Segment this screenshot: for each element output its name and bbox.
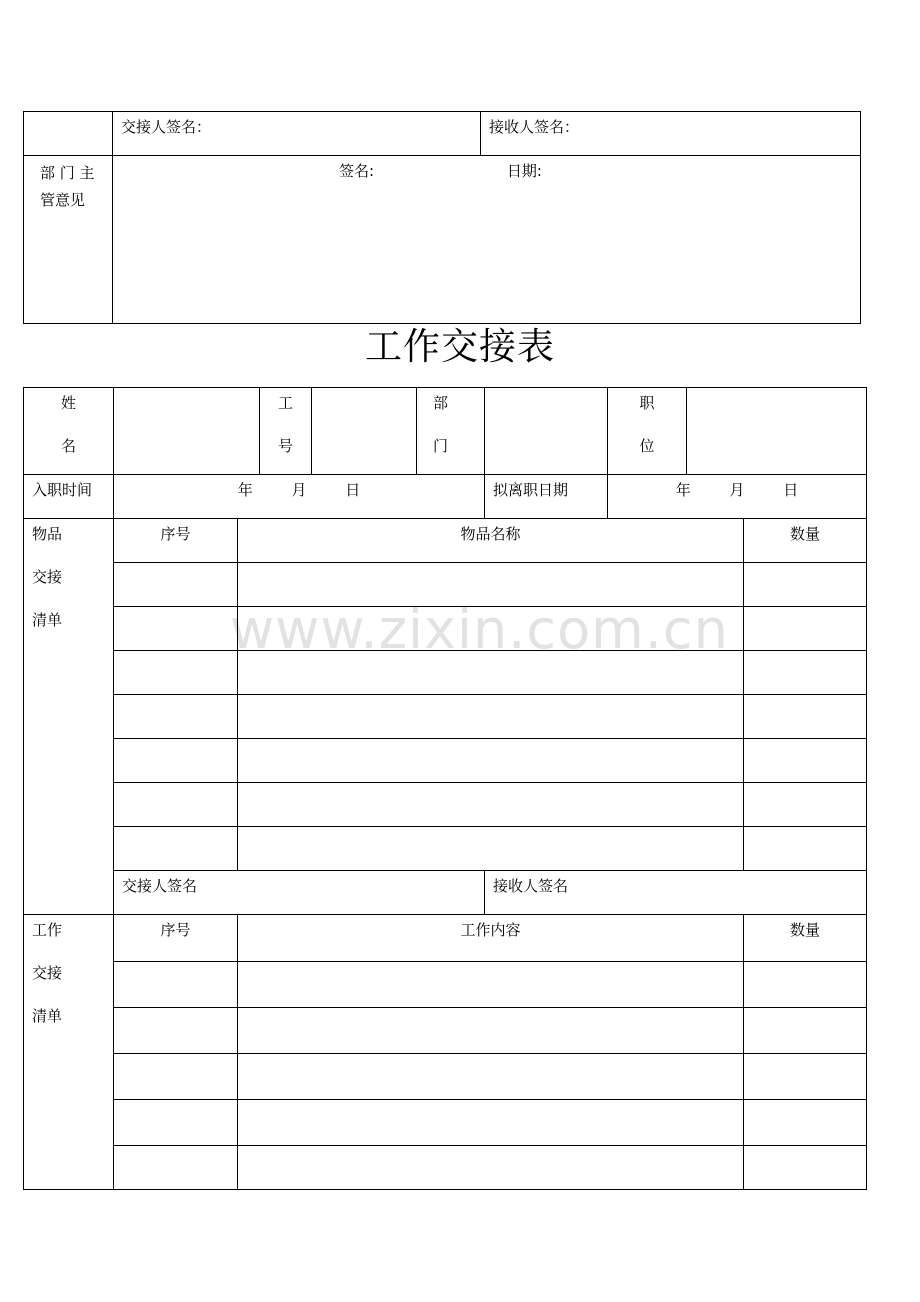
item-seq-cell[interactable]: [114, 607, 238, 651]
work-row: [24, 1054, 867, 1100]
items-handover-sign[interactable]: 交接人签名: [114, 871, 485, 915]
work-seq-cell[interactable]: [114, 1008, 238, 1054]
position-field[interactable]: [687, 388, 867, 475]
position-label-char2: 位: [639, 437, 655, 455]
dept-label-char1: 部: [433, 394, 449, 412]
items-row: [24, 563, 867, 607]
employee-id-field[interactable]: [312, 388, 417, 475]
leave-date-field[interactable]: [608, 475, 867, 519]
item-qty-cell[interactable]: [744, 739, 867, 783]
work-qty-cell[interactable]: [744, 1008, 867, 1054]
name-label-char1: 姓: [60, 394, 76, 412]
name-label: [24, 388, 114, 475]
items-col-seq: 序号: [114, 519, 238, 563]
item-seq-cell[interactable]: [114, 651, 238, 695]
work-label-line2: 交接: [32, 964, 63, 982]
work-content-cell[interactable]: [238, 1100, 744, 1146]
hire-year-label: 年: [237, 481, 253, 499]
dept-field[interactable]: [485, 388, 608, 475]
opinion-date-label: 日期:: [506, 162, 542, 180]
position-label-char1: 职: [639, 394, 655, 412]
item-name-cell[interactable]: [238, 651, 744, 695]
item-name-cell[interactable]: [238, 739, 744, 783]
work-label-line1: 工作: [32, 921, 63, 939]
work-col-content: 工作内容: [238, 915, 744, 962]
items-col-qty: 数量: [744, 519, 867, 563]
dept-label: [417, 388, 485, 475]
items-label-line3: 清单: [32, 611, 63, 629]
item-name-cell[interactable]: [238, 563, 744, 607]
items-row: [24, 607, 867, 651]
work-row: [24, 1146, 867, 1190]
work-row: [24, 1008, 867, 1054]
work-qty-cell[interactable]: [744, 1100, 867, 1146]
work-col-seq: 序号: [114, 915, 238, 962]
item-seq-cell[interactable]: [114, 783, 238, 827]
work-seq-cell[interactable]: [114, 1054, 238, 1100]
item-seq-cell[interactable]: [114, 563, 238, 607]
name-label-char2: 名: [60, 437, 76, 455]
items-label-line2: 交接: [32, 568, 63, 586]
page-title: 工作交接表: [365, 325, 555, 368]
hire-day-label: 日: [345, 481, 361, 499]
item-seq-cell[interactable]: [114, 695, 238, 739]
blank-cell: [24, 112, 113, 156]
items-section-label: [24, 519, 114, 915]
opinion-sign-label: 签名:: [339, 162, 375, 180]
receiver-sign-field[interactable]: [481, 112, 861, 156]
handover-form-table: [23, 387, 867, 1190]
hire-month-label: 月: [291, 481, 307, 499]
items-row: [24, 651, 867, 695]
items-receiver-sign[interactable]: 接收人签名: [485, 871, 867, 915]
work-label-line3: 清单: [32, 1007, 63, 1025]
item-seq-cell[interactable]: [114, 739, 238, 783]
work-seq-cell[interactable]: [114, 962, 238, 1008]
items-row: [24, 783, 867, 827]
leave-year-label: 年: [675, 481, 691, 499]
work-qty-cell[interactable]: [744, 1146, 867, 1190]
work-qty-cell[interactable]: [744, 1054, 867, 1100]
items-row: [24, 739, 867, 783]
hire-date-field[interactable]: [114, 475, 485, 519]
work-content-cell[interactable]: [238, 962, 744, 1008]
employee-id-label: [260, 388, 312, 475]
dept-opinion-label-cell: [24, 156, 113, 324]
watermark: www.zixin.com.cn: [230, 598, 729, 661]
item-name-cell[interactable]: [238, 783, 744, 827]
leave-day-label: 日: [783, 481, 799, 499]
items-label-line1: 物品: [32, 525, 63, 543]
work-row: [24, 962, 867, 1008]
work-qty-cell[interactable]: [744, 962, 867, 1008]
work-section-label: [24, 915, 114, 1190]
item-qty-cell[interactable]: [744, 563, 867, 607]
item-qty-cell[interactable]: [744, 695, 867, 739]
item-qty-cell[interactable]: [744, 827, 867, 871]
item-qty-cell[interactable]: [744, 783, 867, 827]
work-seq-cell[interactable]: [114, 1146, 238, 1190]
dept-opinion-line1: 部 门 主: [40, 164, 95, 182]
work-seq-cell[interactable]: [114, 1100, 238, 1146]
position-label: [608, 388, 687, 475]
item-name-cell[interactable]: [238, 827, 744, 871]
top-signature-table: [23, 111, 861, 324]
hire-date-label: 入职时间: [24, 475, 114, 519]
id-label-char2: 号: [277, 437, 293, 455]
item-name-cell[interactable]: [238, 695, 744, 739]
item-qty-cell[interactable]: [744, 607, 867, 651]
item-qty-cell[interactable]: [744, 651, 867, 695]
work-col-qty: 数量: [744, 915, 867, 962]
leave-month-label: 月: [729, 481, 745, 499]
items-row: [24, 827, 867, 871]
work-row: [24, 1100, 867, 1146]
items-col-name: 物品名称: [238, 519, 744, 563]
receiver-sign-label: 接收人签名：: [489, 118, 580, 136]
dept-label-char2: 门: [433, 437, 449, 455]
work-content-cell[interactable]: [238, 1146, 744, 1190]
handover-sign-field[interactable]: [113, 112, 481, 156]
handover-sign-label: 交接人签名：: [121, 118, 212, 136]
work-content-cell[interactable]: [238, 1008, 744, 1054]
item-name-cell[interactable]: [238, 607, 744, 651]
item-seq-cell[interactable]: [114, 827, 238, 871]
id-label-char1: 工: [277, 394, 293, 412]
items-row: [24, 695, 867, 739]
name-field[interactable]: [114, 388, 260, 475]
leave-date-label: 拟离职日期: [485, 475, 608, 519]
dept-opinion-field[interactable]: [113, 156, 861, 324]
dept-opinion-line2: 管意见: [40, 191, 86, 209]
work-content-cell[interactable]: [238, 1054, 744, 1100]
